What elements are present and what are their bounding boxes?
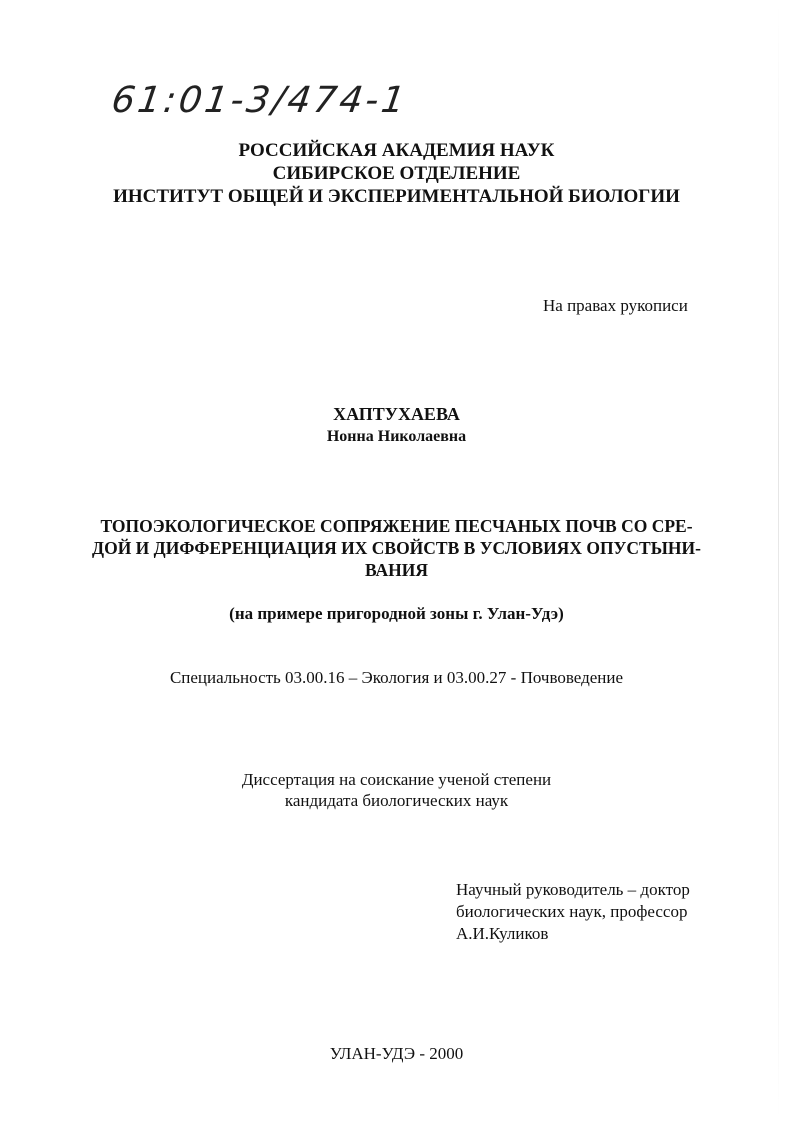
title-line-1: ТОПОЭКОЛОГИЧЕСКОЕ СОПРЯЖЕНИЕ ПЕСЧАНЫХ ПОЧВ СО СРЕ-	[100, 516, 693, 536]
advisor-name: А.И.Куликов	[456, 924, 549, 943]
organization-branch: СИБИРСКОЕ ОТДЕЛЕНИЕ	[272, 163, 521, 184]
title-line-3: ВАНИЯ	[364, 560, 429, 580]
organization-institute: ИНСТИТУТ ОБЩЕЙ И ЭКСПЕРИМЕНТАЛЬНОЙ БИОЛОГИИ	[113, 186, 680, 207]
degree-line-1: Диссертация на соискание ученой степени	[241, 770, 552, 789]
dissertation-subtitle: (на примере пригородной зоны г. Улан-Удэ)	[229, 604, 564, 623]
degree-statement	[0, 769, 793, 811]
degree-line-2: кандидата биологических наук	[284, 791, 509, 810]
city-and-year: УЛАН-УДЭ - 2000	[329, 1044, 464, 1063]
author-given-names: Нонна Николаевна	[326, 428, 467, 445]
organization-academy: РОССИЙСКАЯ АКАДЕМИЯ НАУК	[238, 140, 555, 161]
title-line-2: ДОЙ И ДИФФЕРЕНЦИАЦИЯ ИХ СВОЙСТВ В УСЛОВИЯХ ОПУСТЫНИ-	[92, 538, 701, 558]
advisor-line-1: Научный руководитель – доктор	[456, 880, 690, 899]
advisor-line-2: биологических наук, профессор	[456, 902, 688, 921]
dissertation-title	[0, 515, 793, 581]
manuscript-rights-note: На правах рукописи	[543, 296, 688, 315]
handwritten-catalog-number: 61:01-3/474-1	[109, 80, 411, 121]
specialty-line: Специальность 03.00.16 – Экология и 03.00.27 - Почвоведение	[169, 668, 624, 687]
scientific-advisor	[456, 879, 690, 945]
organization-header	[0, 139, 793, 208]
author-surname: ХАПТУХАЕВА	[333, 404, 460, 424]
